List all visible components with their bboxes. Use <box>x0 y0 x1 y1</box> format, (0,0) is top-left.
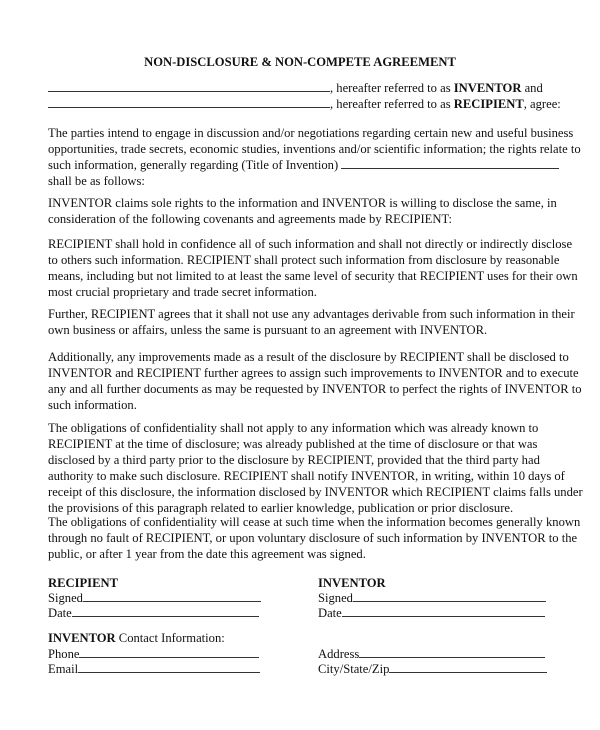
inventor-role: INVENTOR <box>453 81 522 95</box>
text-line: such information. <box>48 398 137 412</box>
paragraph-improvements <box>48 349 582 413</box>
inventor-date-field[interactable] <box>318 605 545 621</box>
text-line: RECIPIENT shall hold in confidence all of such information and shall not directly or indirectly disclose <box>48 237 573 251</box>
date-blank[interactable] <box>72 605 259 617</box>
text-line: The parties intend to engage in discussion and/or negotiations regarding certain new and useful business <box>48 126 574 140</box>
text-line: disclosed by a third party prior to the disclosure by RECIPIENT, provided that the third party had <box>48 453 540 467</box>
text-line: most crucial proprietary and trade secret information. <box>48 285 317 299</box>
contact-info-heading <box>48 630 225 646</box>
text-line: The obligations of confidentiality shall not apply to any information which was already known to <box>48 421 539 435</box>
paragraph-intro <box>48 125 581 189</box>
document-title: NON-DISCLOSURE & NON-COMPETE AGREEMENT <box>144 55 456 69</box>
email-field[interactable] <box>48 661 260 677</box>
contact-rest: Contact Information: <box>115 631 225 645</box>
text-line: opportunities, trade secrets, economic studies, inventions and/or scientific information; the rights relate to <box>48 142 581 156</box>
field-label: Date <box>318 606 342 620</box>
paragraph-use <box>48 306 575 338</box>
text-line: the provisions of this paragraph related to earlier knowledge, publication or prior disclosure. <box>48 501 514 515</box>
text-line: authority to make such disclosure. RECIPIENT shall notify INVENTOR, in writing, within 10 days of <box>48 469 565 483</box>
phone-blank[interactable] <box>79 646 259 658</box>
recipient-party-line <box>48 96 561 112</box>
field-label: Signed <box>318 591 353 605</box>
city-state-zip-field[interactable] <box>318 661 547 677</box>
contact-bold: INVENTOR <box>48 631 116 645</box>
date-blank[interactable] <box>342 605 545 617</box>
text-line: to others such information. RECIPIENT shall protect such information from disclosure by reasonable <box>48 253 560 267</box>
text-line: Additionally, any improvements made as a result of the disclosure by RECIPIENT shall be disclosed to <box>48 350 569 364</box>
party-text: and <box>521 81 543 95</box>
city-blank[interactable] <box>389 661 547 673</box>
inventor-name-blank[interactable] <box>48 80 330 92</box>
recipient-signature-heading: RECIPIENT <box>48 576 118 590</box>
text-line <box>48 157 558 173</box>
text-line: own business or affairs, unless the same is pursuant to an agreement with INVENTOR. <box>48 323 488 337</box>
field-label: Date <box>48 606 72 620</box>
party-text: , hereafter referred to as <box>330 81 454 95</box>
text-line: shall be as follows: <box>48 174 145 188</box>
field-label: Phone <box>48 647 80 661</box>
paragraph-claims <box>48 195 558 227</box>
address-field[interactable] <box>318 646 545 662</box>
inventor-signature-heading: INVENTOR <box>318 576 386 590</box>
text-line: means, including but not limited to at least the same level of security that RECIPIENT uses for their own <box>48 269 578 283</box>
text-line: INVENTOR claims sole rights to the information and INVENTOR is willing to disclose the same, in <box>48 196 557 210</box>
text-line: public, or after 1 year from the date this agreement was signed. <box>48 547 366 561</box>
recipient-signed-field[interactable] <box>48 590 261 606</box>
invention-title-blank[interactable] <box>341 157 559 169</box>
text-line: any and all further documents as may be requested by INVENTOR to perfect the rights of INVENTOR to <box>48 382 582 396</box>
inventor-signed-field[interactable] <box>318 590 546 606</box>
recipient-role: RECIPIENT <box>453 97 524 111</box>
phone-field[interactable] <box>48 646 259 662</box>
text-line: INVENTOR and RECIPIENT further agrees to assign such improvements to INVENTOR and to execute <box>48 366 579 380</box>
text-line: consideration of the following covenants and agreements made by RECIPIENT: <box>48 212 453 226</box>
email-blank[interactable] <box>78 661 260 673</box>
field-label: City/State/Zip <box>318 662 390 676</box>
text-line: The obligations of confidentiality will cease at such time when the information becomes generally known <box>48 515 581 529</box>
text-line-part: such information, generally regarding (Title of Invention) <box>48 158 339 172</box>
party-text: , hereafter referred to as <box>330 97 454 111</box>
paragraph-exceptions <box>48 420 583 516</box>
text-line: receipt of this disclosure, the information disclosed by INVENTOR which RECIPIENT claims falls under <box>48 485 583 499</box>
paragraph-confidence <box>48 236 578 300</box>
field-label: Address <box>318 647 360 661</box>
inventor-party-line <box>48 80 543 96</box>
text-line: Further, RECIPIENT agrees that it shall not use any advantages derivable from such information in their <box>48 307 575 321</box>
signature-blank[interactable] <box>353 590 546 602</box>
recipient-date-field[interactable] <box>48 605 259 621</box>
signature-blank[interactable] <box>83 590 261 602</box>
recipient-name-blank[interactable] <box>48 96 330 108</box>
text-line: through no fault of RECIPIENT, or upon voluntary disclosure of such information by INVENTOR to the <box>48 531 578 545</box>
field-label: Signed <box>48 591 83 605</box>
text-line: RECIPIENT at the time of disclosure; was already published at the time of disclosure or that was <box>48 437 538 451</box>
field-label: Email <box>48 662 79 676</box>
party-text: , agree: <box>523 97 561 111</box>
address-blank[interactable] <box>359 646 545 658</box>
paragraph-term <box>48 514 581 562</box>
